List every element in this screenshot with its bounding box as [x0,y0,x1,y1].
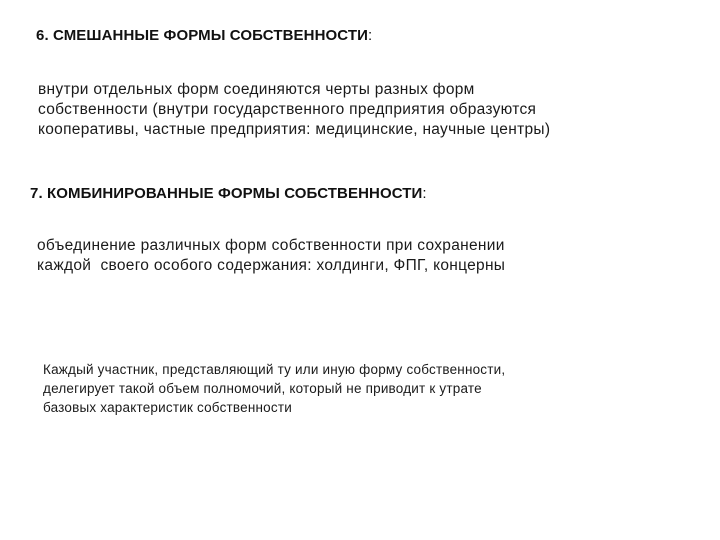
section-6-heading [36,27,372,44]
delegation-note [43,360,505,417]
section-6-heading-colon: : [367,27,373,44]
section-7-line: каждой своего особого содержания: холдинги, ФПГ, концерны [37,257,506,274]
section-6-description [38,80,550,140]
section-6-line: кооперативы, частные предприятия: медицинские, научные центры) [38,121,551,138]
section-7-line: объединение различных форм собственности при сохранении [37,237,505,254]
note-line: базовых характеристик собственности [43,400,292,415]
section-6-line: внутри отдельных форм соединяются черты разных форм [38,81,475,98]
section-6-line: собственности (внутри государственного предприятия образуются [38,101,537,118]
section-7-heading-colon: : [422,185,427,202]
note-line: делегирует такой объем полномочий, который не приводит к утрате [43,381,482,396]
note-line: Каждый участник, представляющий ту или иную форму собственности, [43,362,506,377]
section-7-heading-text: 7. КОМБИНИРОВАННЫЕ ФОРМЫ СОБСТВЕННОСТИ [30,185,423,202]
section-7-description [37,236,505,276]
section-6-heading-text: 6. СМЕШАННЫЕ ФОРМЫ СОБСТВЕННОСТИ [36,27,368,44]
section-7-heading [30,185,427,202]
